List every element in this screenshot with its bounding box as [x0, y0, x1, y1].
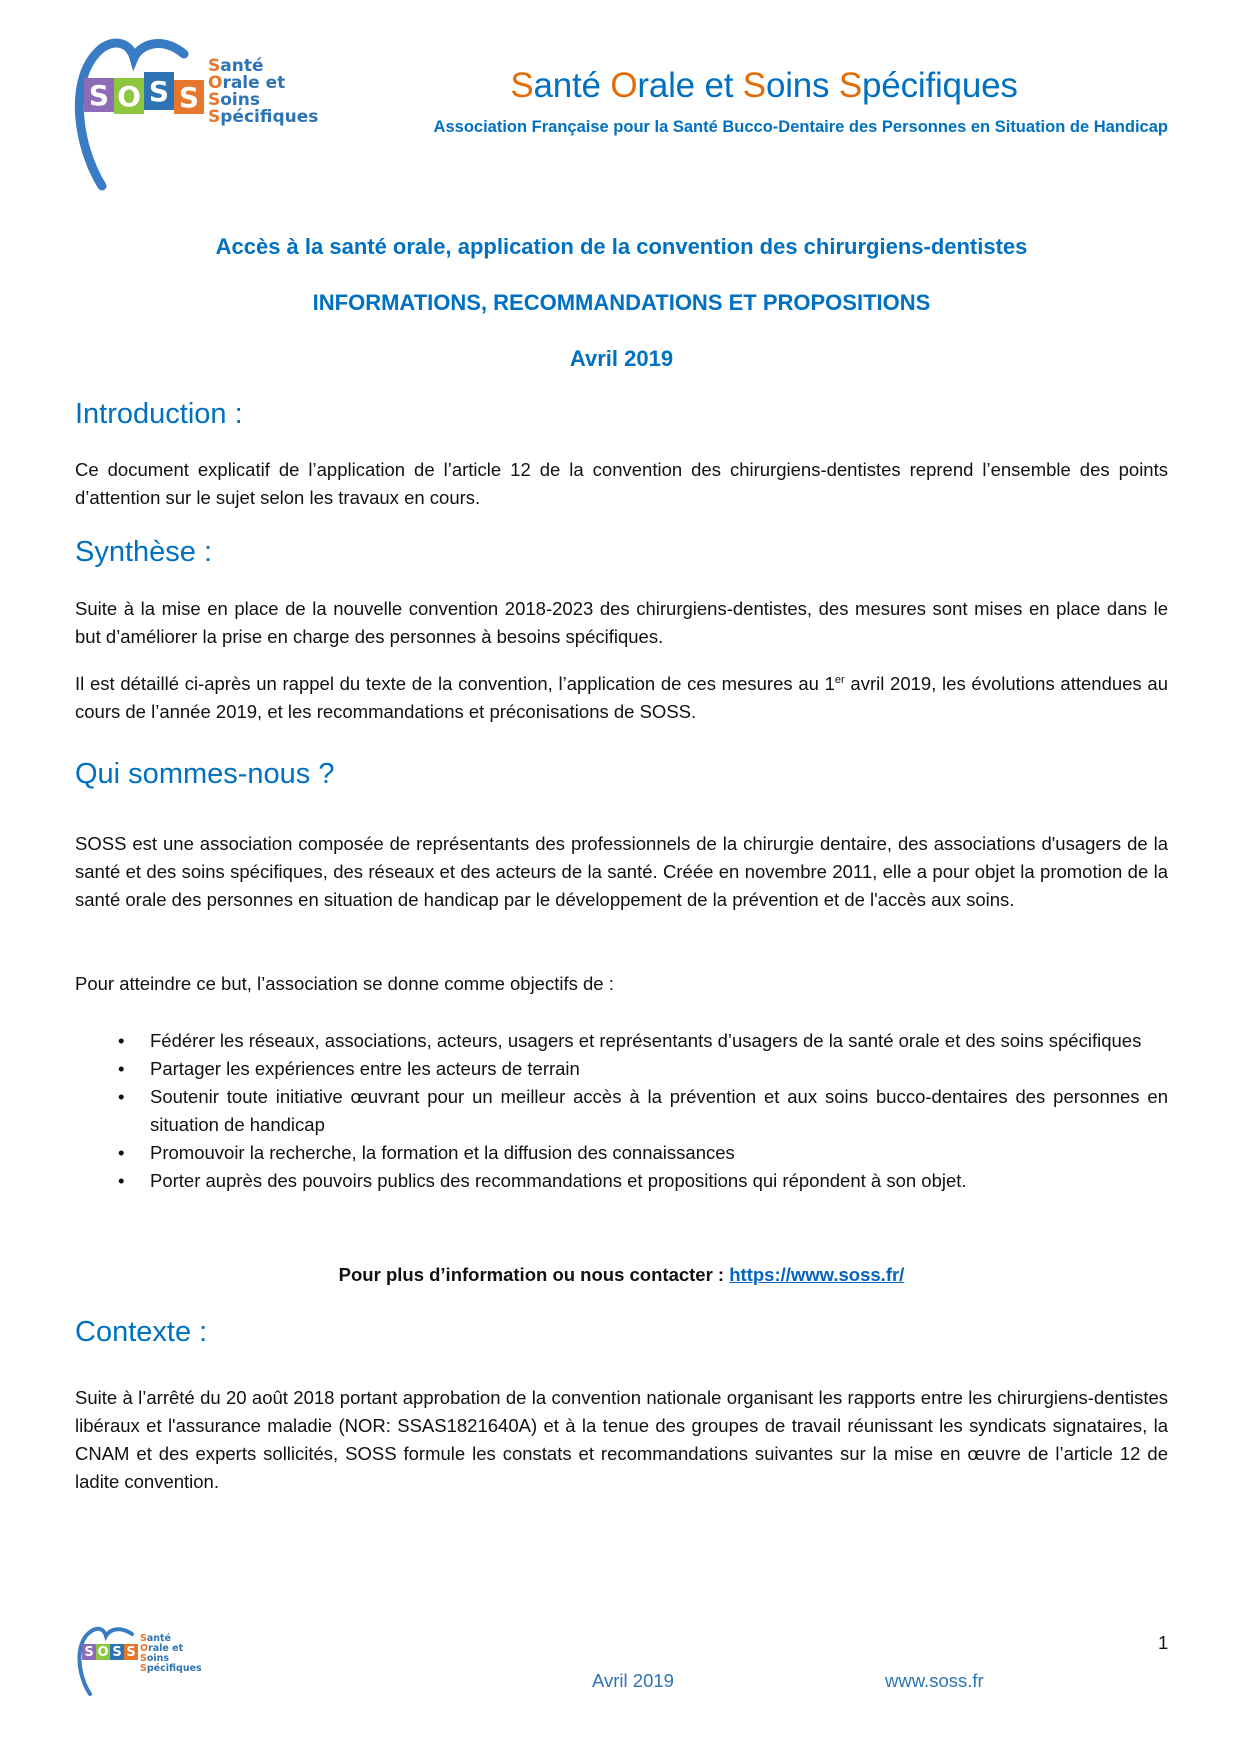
bullet-icon: •: [118, 1058, 125, 1079]
bullet-icon: •: [118, 1030, 125, 1051]
heading-qui-sommes-nous: Qui sommes-nous ?: [75, 758, 335, 790]
contact-line: [75, 1264, 1168, 1286]
logo-wordmark: Santé Orale et Soins Spécifiques: [208, 56, 319, 127]
list-item: • Soutenir toute initiative œuvrant pour un meilleur accès à la prévention et aux soins bucco-dentaires des personnes en situation de handicap: [75, 1083, 1168, 1139]
list-item: • Promouvoir la recherche, la formation et la diffusion des connaissances: [75, 1139, 1168, 1167]
introduction-paragraph: Ce document explicatif de l’application de l’article 12 de la convention des chirurgiens-dentistes reprend l’ensemble des points d’attention sur le sujet selon les travaux en cours.: [75, 459, 1168, 508]
bullet-icon: •: [118, 1142, 125, 1163]
logo-wordmark: Santé Orale et Soins Spécifiques: [140, 1633, 202, 1674]
synthese-paragraph-1: Suite à la mise en place de la nouvelle convention 2018-2023 des chirurgiens-dentistes, des mesures sont mises en place dans le but d’améliorer la prise en charge des personnes à besoins spécifiques.: [75, 598, 1168, 647]
logo-box-o: O: [97, 1644, 109, 1660]
document-date: Avril 2019: [569, 346, 674, 371]
tooth-arc-icon: [76, 1626, 136, 1698]
logo-box-s1: S: [84, 78, 114, 112]
heading-synthese: Synthèse :: [75, 536, 213, 568]
soss-logo: [72, 36, 342, 196]
contact-label: Pour plus d’information ou nous contacter :: [338, 1264, 730, 1285]
tooth-arc-icon: [72, 36, 192, 196]
footer-website: www.soss.fr: [885, 1670, 984, 1691]
heading-introduction: Introduction :: [75, 398, 243, 430]
logo-box-s1: S: [82, 1644, 96, 1660]
footer-logo: [76, 1626, 236, 1698]
website-link[interactable]: https://www.soss.fr/: [729, 1264, 905, 1285]
contexte-paragraph: Suite à l’arrêté du 20 août 2018 portant approbation de la convention nationale organisant les rapports entre les chirurgiens-dentistes libéraux et l'assurance maladie (NOR: SSAS1821640A) et à la tenue des groupes de travail réunissant les syndicats signataires, la CNAM et des experts sollicités, SOSS formule les constats et recommandations suivantes sur la mise en œuvre de l’article 12 de ladite convention.: [75, 1387, 1168, 1492]
qui-sommes-nous-paragraph: SOSS est une association composée de représentants des professionnels de la chirurgie dentaire, des associations d'usagers de la santé et des soins spécifiques, des réseaux et des acteurs de la santé. Créée en novembre 2011, elle a pour objet la promotion de la santé orale des personnes en situation de handicap par le développement de la prévention et de l'accès aux soins.: [75, 833, 1168, 910]
objectives-intro: Pour atteindre ce but, l’association se donne comme objectifs de :: [75, 973, 614, 994]
document-title: Accès à la santé orale, application de la convention des chirurgiens-dentistes: [215, 234, 1028, 259]
logo-box-s3: S: [124, 1644, 138, 1660]
footer-date: Avril 2019: [592, 1670, 674, 1691]
logo-box-s2: S: [144, 72, 174, 110]
list-item: • Porter auprès des pouvoirs publics des recommandations et propositions qui répondent à son objet.: [75, 1167, 1168, 1195]
bullet-icon: •: [118, 1170, 125, 1191]
logo-box-s2: S: [110, 1644, 124, 1660]
objectives-list: [75, 1027, 1168, 1195]
document-subtitle: INFORMATIONS, RECOMMANDATIONS ET PROPOSITIONS: [312, 290, 931, 315]
heading-contexte: Contexte :: [75, 1316, 208, 1348]
header-subtitle: Association Française pour la Santé Bucco-Dentaire des Personnes en Situation de Handicap: [433, 118, 1168, 136]
header-title: Santé Orale et Soins Spécifiques: [510, 66, 1018, 105]
logo-box-o: O: [114, 78, 144, 114]
page-number: 1: [1158, 1632, 1169, 1653]
list-item: • Partager les expériences entre les acteurs de terrain: [75, 1055, 1168, 1083]
logo-box-s3: S: [174, 80, 204, 114]
synthese-paragraph-2: Il est détaillé ci-après un rappel du texte de la convention, l’application de ces mesures au 1er avril 2019, les évolutions attendues au cours de l’année 2019, et les recommandations et préconisations de SOSS.: [75, 673, 1168, 722]
list-item: • Fédérer les réseaux, associations, acteurs, usagers et représentants d’usagers de la santé orale et des soins spécifiques: [75, 1027, 1168, 1055]
bullet-icon: •: [118, 1086, 125, 1107]
